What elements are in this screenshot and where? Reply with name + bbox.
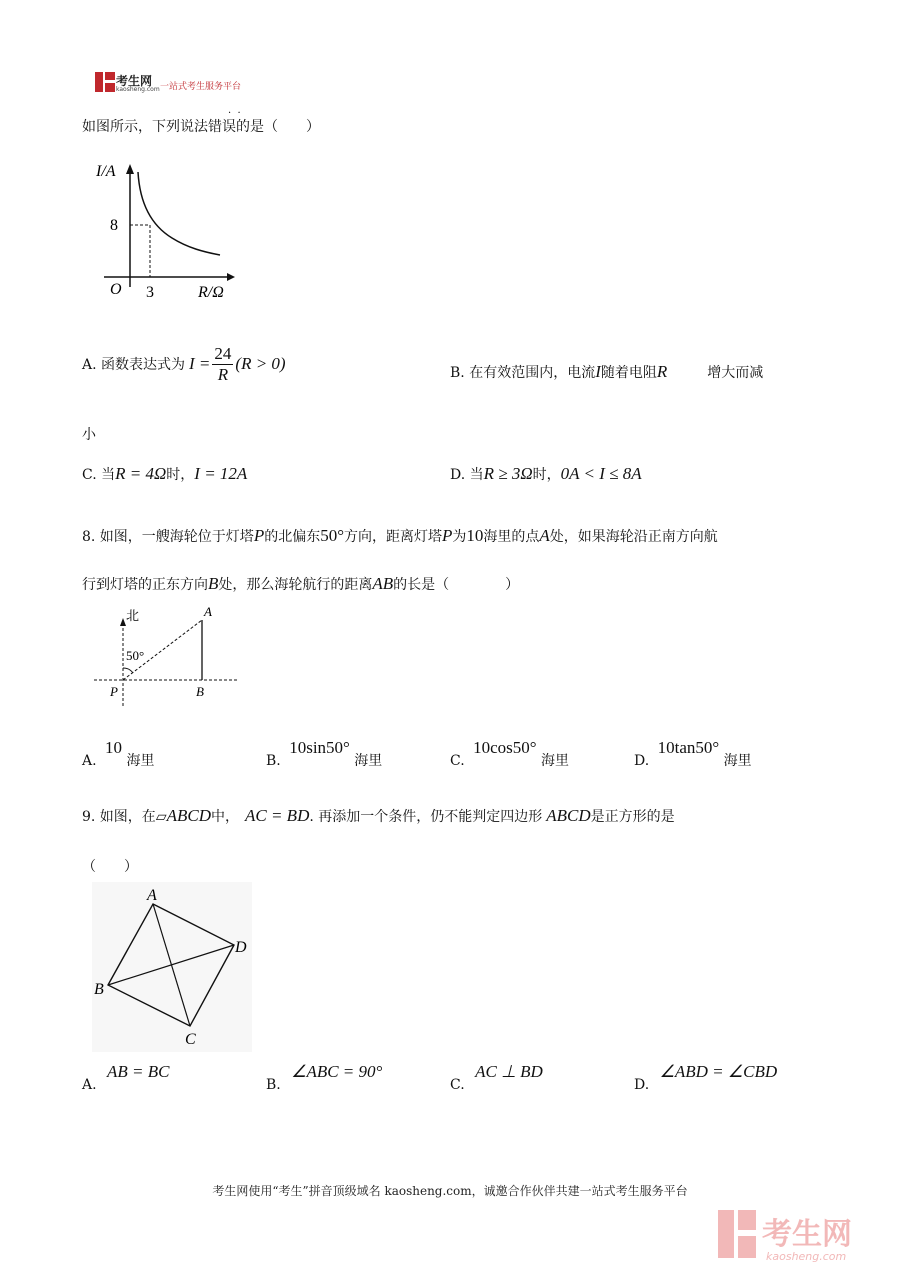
q8-option-b[interactable]: B. 10sin50° 海里 (266, 738, 383, 769)
x-tick: 3 (146, 284, 154, 301)
parallelogram-icon: ▱ (155, 809, 167, 825)
point-b-label: B (196, 684, 204, 699)
q7-option-c[interactable]: C. 当R = 4Ω时，I = 12A (82, 464, 248, 483)
q8-option-c[interactable]: C. 10cos50° 海里 (450, 738, 570, 769)
q9-figure (92, 882, 252, 1052)
q9-stem-line1: 9. 如图，在▱ABCD中， AC = BD. 再添加一个条件，仍不能判定四边形 ABCD是正方形的是 (82, 806, 675, 825)
emphasis-dots: · · (228, 108, 241, 119)
angle-label: 50° (126, 648, 145, 663)
footer-text: 考生网使用“考生”拼音顶级域名 kaosheng.com，诚邀合作伙伴共建一站式考生服务平台 (212, 1184, 688, 1198)
vertex-c-label: C (185, 1031, 196, 1048)
point-a-label: A (204, 604, 212, 619)
q9-option-c[interactable]: C. AC ⊥ BD (450, 1062, 543, 1093)
north-label: 北 (126, 609, 140, 624)
q8-stem-line2: 行到灯塔的正东方向B处，那么海轮航行的距离AB的长是（ ） (82, 574, 520, 593)
y-label: I/A (96, 163, 116, 180)
q7-option-d[interactable]: D. 当R ≥ 3Ω时，0A < I ≤ 8A (450, 464, 642, 483)
q8-figure (92, 604, 242, 710)
q9-option-d[interactable]: D. ∠ABD = ∠CBD (634, 1062, 778, 1093)
q9-option-b[interactable]: B. ∠ABC = 90° (266, 1062, 383, 1093)
point-p-label: P (110, 684, 118, 699)
q9-option-a[interactable]: A. AB = BC (82, 1062, 170, 1093)
q7-emphasis: 错误 (208, 119, 236, 135)
x-axis-arrow-icon (227, 273, 235, 281)
vertex-d-label: D (235, 939, 247, 956)
brand-slogan: 一站式考生服务平台 (160, 82, 242, 92)
y-tick: 8 (110, 217, 118, 234)
brand-domain: kaosheng.com (116, 86, 160, 93)
q9-stem-line2: （ ） (82, 859, 138, 875)
q8-option-a[interactable]: A. 10 海里 (82, 738, 155, 769)
watermark-sub: kaosheng.com (766, 1250, 847, 1262)
q7-graph (92, 152, 252, 302)
brand-name: 考生网 (116, 74, 153, 88)
q8-option-d[interactable]: D. 10tan50° 海里 (634, 738, 752, 769)
q7-option-b[interactable]: B. 在有效范围内，电流I随着电阻R 增大而减 (450, 362, 764, 381)
vertex-a-label: A (147, 887, 157, 904)
origin: O (110, 281, 122, 298)
q7-option-a[interactable]: A. 函数表达式为 I = $\frac{24}{R}$ (R > 0) (82, 343, 286, 384)
x-label: R/Ω (198, 284, 224, 301)
watermark-logo (718, 1206, 878, 1262)
q7-option-b-wrap: 小 (82, 427, 96, 443)
vertex-b-label: B (94, 981, 104, 998)
q8-stem-line1: 8. 如图，一艘海轮位于灯塔P的北偏东50°方向，距离灯塔P为10海里的点A处，如果海轮沿正南方向航 (82, 526, 718, 545)
watermark-text: 考生网 (762, 1217, 852, 1252)
watermark-mark-icon (718, 1210, 734, 1258)
angle-arc (123, 668, 133, 673)
brand-logo-icon (95, 72, 115, 92)
q7-stem: 如图所示，下列说法错误的是（ ） (82, 119, 320, 135)
y-axis-arrow-icon (126, 164, 134, 174)
